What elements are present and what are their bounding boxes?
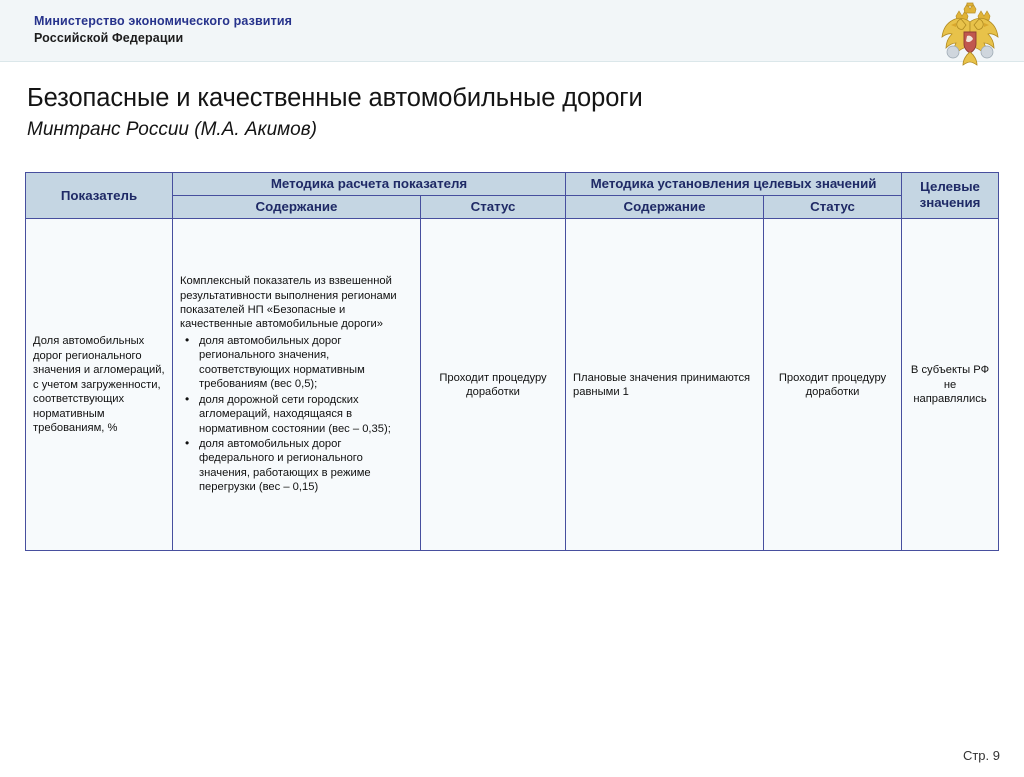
cell-indicator-name: Доля автомобильных дорог регионального значения и агломераций, с учетом загруженности, соответствующих нормативным требованиям, % xyxy=(26,219,173,551)
header-method-content: Содержание xyxy=(173,196,421,219)
header-group-target-method: Методика установления целевых значений xyxy=(566,173,902,196)
header-method-status: Статус xyxy=(421,196,566,219)
table-head xyxy=(26,173,999,219)
ministry-name-line1: Министерство экономического развития xyxy=(34,14,293,28)
list-item: • доля автомобильных дорог федерального и регионального значения, работающих в режиме перегрузки (вес – 0,15) xyxy=(197,437,413,495)
russian-coat-of-arms-icon xyxy=(934,2,1006,76)
table-row xyxy=(26,219,999,551)
list-item: • доля автомобильных дорог регионального значения, соответствующих нормативным требованиям (вес 0,5); xyxy=(197,334,413,392)
ministry-banner-text xyxy=(34,13,292,46)
ministry-name-line2: Российской Федерации xyxy=(34,30,184,45)
cell-target-method-content: Плановые значения принимаются равными 1 xyxy=(566,219,764,551)
list-item: • доля дорожной сети городских агломераций, находящаяся в нормативном состоянии (вес – 0,35); xyxy=(197,393,413,436)
method-intro-text: Комплексный показатель из взвешенной результативности выполнения регионами показателей НП «Безопасные и качественные автомобильные дороги» xyxy=(180,275,397,331)
table-body xyxy=(26,219,999,551)
page-number: Стр. 9 xyxy=(962,748,1000,763)
method-bullet-list xyxy=(180,334,413,495)
header-target-status: Статус xyxy=(764,196,902,219)
header-target-content: Содержание xyxy=(566,196,764,219)
ministry-banner xyxy=(0,0,1024,62)
header-group-calculation-method: Методика расчета показателя xyxy=(173,173,566,196)
indicator-table-wrapper xyxy=(25,172,998,551)
cell-method-status: Проходит процедуру доработки xyxy=(421,219,566,551)
table-header-row-groups xyxy=(26,173,999,196)
cell-target-values-status: В субъекты РФ не направлялись xyxy=(902,219,999,551)
cell-target-method-status: Проходит процедуру доработки xyxy=(764,219,902,551)
header-group-target-values: Целевые значения xyxy=(902,173,999,219)
cell-calculation-method xyxy=(173,219,421,551)
header-indicator: Показатель xyxy=(26,173,173,219)
page-title: Безопасные и качественные автомобильные дороги xyxy=(27,84,643,112)
indicator-table xyxy=(25,172,999,551)
page-subtitle: Минтранс России (М.А. Акимов) xyxy=(27,119,317,140)
